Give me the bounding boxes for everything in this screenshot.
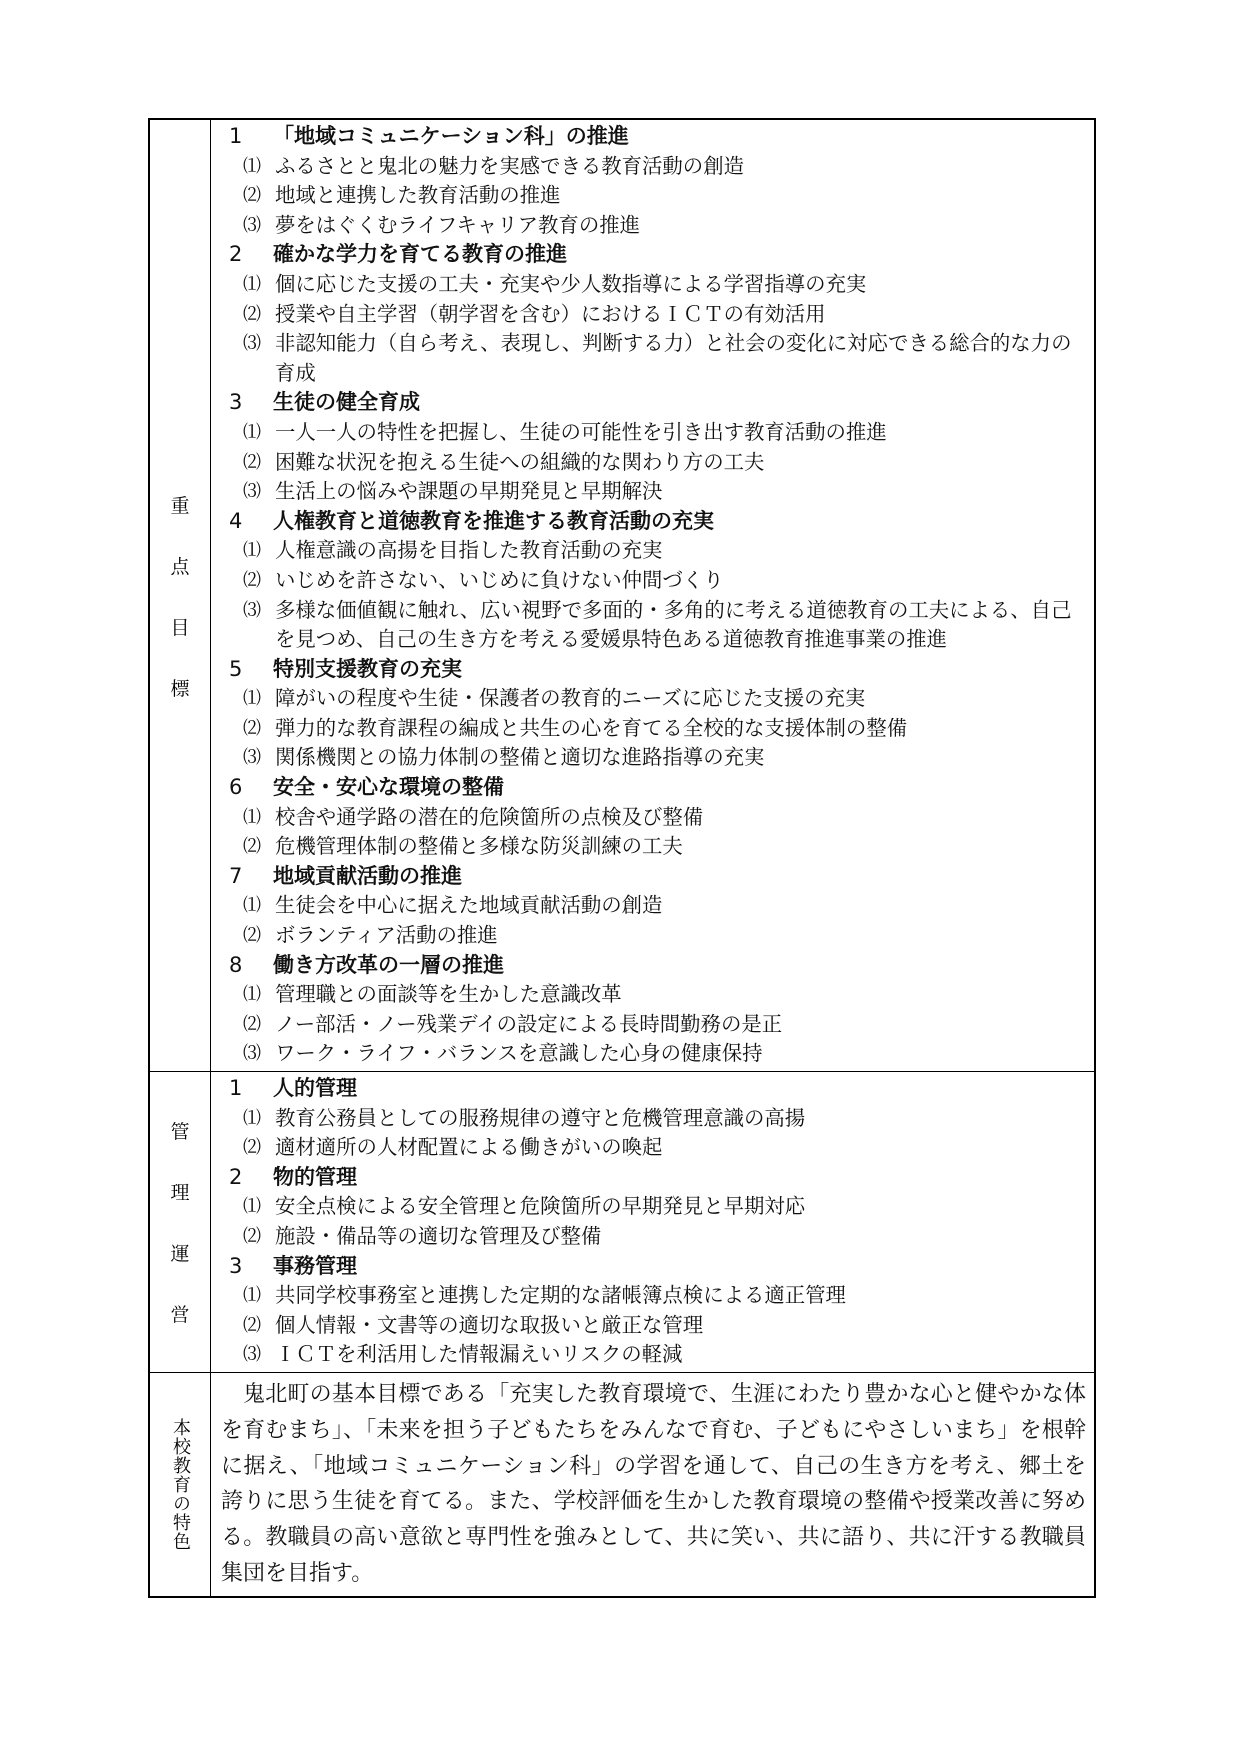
label-char: 理: [170, 1181, 190, 1204]
list-item: [229, 1039, 1086, 1069]
section-heading: [229, 655, 1086, 685]
section-number: 5: [229, 656, 243, 681]
section-number: 3: [229, 390, 243, 415]
list-item: [229, 1010, 1086, 1040]
item-number: ⑴: [243, 895, 261, 917]
item-text: 困難な状況を抱える生徒への組織的な関わり方の工夫: [275, 449, 765, 474]
item-number: ⑴: [243, 155, 261, 177]
item-number: ⑶: [243, 1043, 261, 1065]
item-number: ⑵: [243, 717, 261, 739]
item-number: ⑶: [243, 333, 261, 355]
item-text: ノー部活・ノー残業デイの設定による長時間勤務の是正: [275, 1011, 783, 1036]
list-item: [229, 152, 1086, 182]
item-text: ワーク・ライフ・バランスを意識した心身の健康保持: [275, 1041, 763, 1066]
item-text: 個に応じた支援の工夫・充実や少人数指導による学習指導の充実: [275, 271, 867, 296]
list-item: [229, 1133, 1086, 1163]
item-text: 安全点検による安全管理と危険箇所の早期発見と早期対応: [275, 1194, 806, 1219]
item-number: ⑵: [243, 303, 261, 325]
item-text: 危機管理体制の整備と多様な防災訓練の工夫: [275, 834, 683, 859]
management-label: [150, 1072, 211, 1372]
section-heading: [229, 951, 1086, 981]
list-item: [229, 1340, 1086, 1370]
section-number: 7: [229, 863, 243, 888]
item-text: 非認知能力（自ら考え、表現し、判断する力）と社会の変化に対応できる総合的な力の育成: [275, 331, 1072, 385]
item-text: 人権意識の高揚を目指した教育活動の充実: [275, 538, 663, 563]
item-text: 一人一人の特性を把握し、生徒の可能性を引き出す教育活動の推進: [275, 419, 887, 444]
item-number: ⑵: [243, 1013, 261, 1035]
section-title: 特別支援教育の充実: [273, 656, 462, 681]
list-item: [229, 1281, 1086, 1311]
item-number: ⑴: [243, 540, 261, 562]
section-heading: [229, 388, 1086, 418]
list-item: [229, 418, 1086, 448]
label-char: 営: [170, 1303, 190, 1326]
list-item: [229, 329, 1086, 388]
label-char: 目: [170, 616, 190, 639]
list-item: [229, 921, 1086, 951]
label-char: 管: [170, 1120, 190, 1143]
item-number: ⑵: [243, 1225, 261, 1247]
label-char: 標: [170, 677, 190, 700]
list-item: [229, 1104, 1086, 1134]
item-text: 適材適所の人材配置による働きがいの喚起: [275, 1135, 663, 1160]
item-number: ⑵: [243, 451, 261, 473]
item-text: 障がいの程度や生徒・保護者の教育的ニーズに応じた支援の充実: [275, 686, 866, 711]
list-item: [229, 566, 1086, 596]
list-item: [229, 448, 1086, 478]
label-char: 重: [170, 494, 190, 517]
list-item: [229, 477, 1086, 507]
list-item: [229, 536, 1086, 566]
section-title: 人権教育と道徳教育を推進する教育活動の充実: [273, 508, 714, 533]
item-text: 施設・備品等の適切な管理及び整備: [275, 1223, 602, 1248]
school-features-text: 鬼北町の基本目標である「充実した教育環境で、生涯にわたり豊かな心と健やかな体を育むまち」、「未来を担う子どもたちをみんなで育む、子どもにやさしいまち」を根幹に据え、「地域コミュニケーション科」の学習を通して、自己の生き方を考え、郷土を誇りに思う生徒を育てる。また、学校評価を生かした教育環境の整備や授業改善に努める。教職員の高い意欲と専門性を強みとして、共に笑い、共に語り、共に汗する教職員集団を目指す。: [221, 1381, 1086, 1586]
section-number: 1: [229, 124, 243, 148]
school-features-label-cell: [150, 1373, 211, 1596]
item-number: ⑶: [243, 747, 261, 769]
list-item: [229, 684, 1086, 714]
management-content: [211, 1072, 1094, 1372]
item-text: 共同学校事務室と連携した定期的な諸帳簿点検による適正管理: [275, 1283, 846, 1308]
section-number: 2: [229, 1164, 243, 1189]
item-text: 授業や自主学習（朝学習を含む）におけるＩＣＴの有効活用: [275, 301, 826, 326]
school-features-label: 本校教育の特色: [170, 1417, 191, 1551]
section-number: 3: [229, 1253, 243, 1278]
item-number: ⑴: [243, 1285, 261, 1307]
section-title: 事務管理: [273, 1253, 357, 1278]
item-number: ⑴: [243, 273, 261, 295]
item-number: ⑴: [243, 688, 261, 710]
section-title: 働き方改革の一層の推進: [273, 952, 504, 977]
item-text: 関係機関との協力体制の整備と適切な進路指導の充実: [275, 745, 765, 770]
item-text: ボランティア活動の推進: [275, 923, 498, 948]
list-item: [229, 803, 1086, 833]
item-number: ⑶: [243, 1344, 261, 1366]
item-text: ふるさとと鬼北の魅力を実感できる教育活動の創造: [275, 153, 744, 178]
item-number: ⑴: [243, 1196, 261, 1218]
item-text: 管理職との面談等を生かした意識改革: [275, 982, 622, 1007]
section-number: 1: [229, 1076, 243, 1100]
section-title: 地域貢献活動の推進: [273, 863, 462, 888]
list-item: [229, 211, 1086, 241]
school-features-row: [150, 1372, 1094, 1596]
focus-goals-row: [150, 120, 1094, 1071]
list-item: [229, 832, 1086, 862]
list-item: [229, 1192, 1086, 1222]
item-text: 生徒会を中心に据えた地域貢献活動の創造: [275, 893, 663, 918]
item-number: ⑶: [243, 481, 261, 503]
focus-goals-content: [211, 120, 1094, 1071]
list-item: [229, 980, 1086, 1010]
item-number: ⑵: [243, 185, 261, 207]
section-heading: [229, 1252, 1086, 1282]
item-text: 生活上の悩みや課題の早期発見と早期解決: [275, 479, 663, 504]
section-number: 8: [229, 952, 243, 977]
section-heading: [229, 773, 1086, 803]
section-title: 物的管理: [273, 1164, 357, 1189]
section-heading: [229, 1074, 1086, 1104]
item-number: ⑵: [243, 1137, 261, 1159]
section-title: 確かな学力を育てる教育の推進: [273, 242, 567, 267]
item-text: いじめを許さない、いじめに負けない仲間づくり: [275, 567, 724, 592]
management-row: [150, 1071, 1094, 1372]
section-title: 人的管理: [273, 1076, 357, 1100]
item-number: ⑴: [243, 1107, 261, 1129]
item-number: ⑶: [243, 599, 261, 621]
list-item: [229, 1222, 1086, 1252]
item-number: ⑵: [243, 836, 261, 858]
item-text: 多様な価値観に触れ、広い視野で多面的・多角的に考える道徳教育の工夫による、自己を見つめ、自己の生き方を考える愛媛県特色ある道徳教育推進事業の推進: [275, 597, 1072, 652]
list-item: [229, 714, 1086, 744]
item-text: 夢をはぐくむライフキャリア教育の推進: [275, 212, 640, 237]
label-char: 点: [170, 555, 190, 578]
item-number: ⑵: [243, 1314, 261, 1336]
section-title: 「地域コミュニケーション科」の推進: [273, 124, 629, 148]
section-title: 安全・安心な環境の整備: [273, 775, 504, 800]
section-number: 6: [229, 775, 243, 800]
focus-goals-label: [150, 120, 211, 1071]
list-item: [229, 596, 1086, 655]
item-text: 校舎や通学路の潜在的危険箇所の点検及び整備: [275, 804, 704, 829]
section-heading: [229, 862, 1086, 892]
label-char: 運: [170, 1242, 190, 1265]
item-number: ⑴: [243, 421, 261, 443]
list-item: [229, 1311, 1086, 1341]
section-title: 生徒の健全育成: [273, 390, 420, 415]
list-item: [229, 300, 1086, 330]
item-text: 個人情報・文書等の適切な取扱いと厳正な管理: [275, 1312, 704, 1337]
list-item: [229, 270, 1086, 300]
section-number: 4: [229, 508, 243, 533]
item-number: ⑵: [243, 925, 261, 947]
list-item: [229, 891, 1086, 921]
item-text: ＩＣＴを利活用した情報漏えいリスクの軽減: [275, 1342, 683, 1367]
section-heading: [229, 1163, 1086, 1193]
section-heading: [229, 122, 1086, 152]
item-text: 教育公務員としての服務規律の遵守と危機管理意識の高揚: [275, 1105, 806, 1130]
item-text: 地域と連携した教育活動の推進: [275, 183, 561, 208]
item-number: ⑵: [243, 569, 261, 591]
list-item: [229, 181, 1086, 211]
item-number: ⑴: [243, 984, 261, 1006]
section-heading: [229, 240, 1086, 270]
list-item: [229, 743, 1086, 773]
item-text: 弾力的な教育課程の編成と共生の心を育てる全校的な支援体制の整備: [275, 715, 908, 740]
section-number: 2: [229, 242, 243, 267]
item-number: ⑶: [243, 214, 261, 236]
section-heading: [229, 507, 1086, 537]
item-number: ⑴: [243, 806, 261, 828]
goals-table: [148, 118, 1096, 1598]
